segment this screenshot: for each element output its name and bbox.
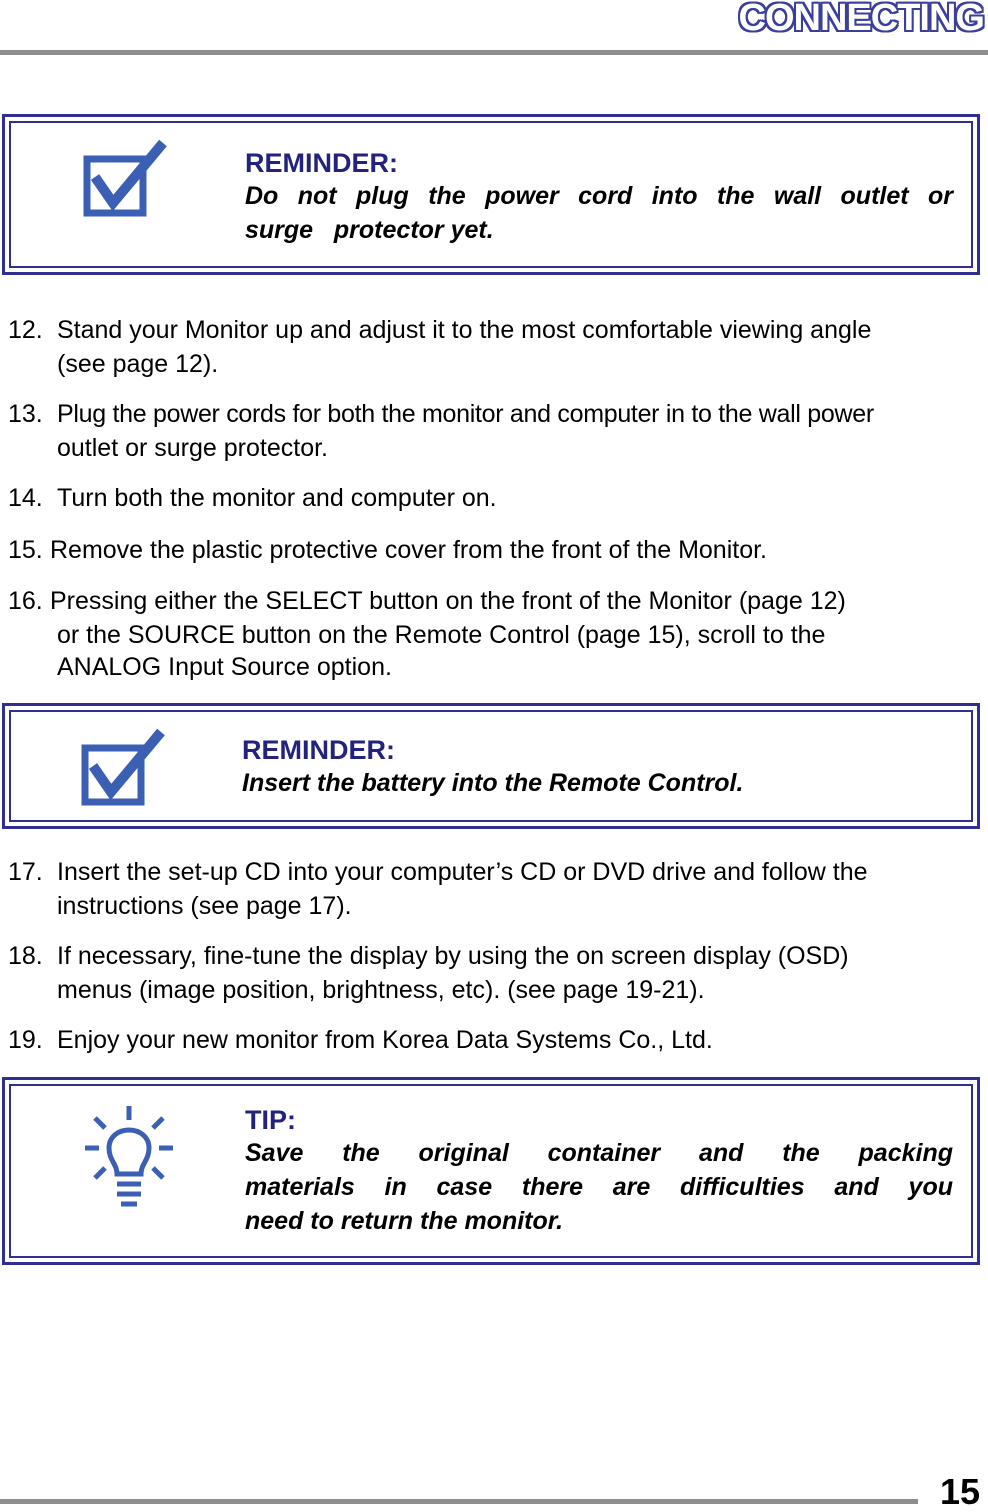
step-text: Plug the power cords for both the monitor and computer in to the wall power bbox=[57, 400, 874, 428]
step-text: Turn both the monitor and computer on. bbox=[57, 484, 497, 512]
step-text: ANALOG Input Source option. bbox=[57, 653, 392, 681]
tip-text bbox=[245, 1104, 953, 1238]
step-number: 16. bbox=[8, 587, 43, 615]
step-number: 18. bbox=[8, 942, 43, 970]
step-text: If necessary, fine-tune the display by using the on screen display (OSD) bbox=[57, 942, 849, 970]
tip-body-line-3: need to return the monitor. bbox=[245, 1207, 564, 1235]
reminder-body: Insert the battery into the Remote Control. bbox=[242, 769, 744, 797]
reminder-box-inner bbox=[9, 121, 973, 268]
reminder-body-line-2: surge protector yet. bbox=[245, 216, 494, 244]
reminder-text bbox=[242, 734, 953, 800]
step-text: outlet or surge protector. bbox=[57, 434, 328, 462]
reminder-text bbox=[245, 147, 953, 247]
step-text: instructions (see page 17). bbox=[57, 892, 352, 920]
lightbulb-icon bbox=[79, 1104, 179, 1214]
page-number: 15 bbox=[939, 1471, 980, 1512]
section-title: CONNECTING bbox=[738, 0, 984, 39]
reminder-body-line-1: Do not plug the power cord into the wall outlet or bbox=[245, 182, 953, 210]
step-text: Insert the set-up CD into your computer’s CD or DVD drive and follow the bbox=[57, 858, 868, 886]
tip-body-line-1: Save the original container and the packing bbox=[245, 1139, 953, 1167]
step-text: Pressing either the SELECT button on the front of the Monitor (page 12) bbox=[50, 587, 846, 615]
footer-divider bbox=[0, 1499, 918, 1504]
tip-box-inner bbox=[9, 1084, 973, 1258]
checkbox-icon bbox=[81, 137, 171, 221]
reminder-box-battery bbox=[2, 703, 980, 829]
step-number: 19. bbox=[8, 1026, 43, 1054]
step-text: Enjoy your new monitor from Korea Data Systems Co., Ltd. bbox=[57, 1026, 713, 1054]
checkbox-icon bbox=[79, 726, 169, 810]
step-text: or the SOURCE button on the Remote Control (page 15), scroll to the bbox=[57, 621, 826, 649]
tip-heading: TIP: bbox=[245, 1105, 296, 1135]
tip-box bbox=[2, 1077, 980, 1265]
step-number: 15. bbox=[8, 536, 43, 564]
tip-body-line-2: materials in case there are difficulties and you bbox=[245, 1173, 953, 1201]
header-divider bbox=[0, 50, 988, 55]
step-number: 13. bbox=[8, 400, 43, 428]
reminder-box-power bbox=[2, 114, 980, 275]
reminder-heading: REMINDER: bbox=[242, 735, 395, 765]
reminder-box-inner bbox=[9, 710, 973, 822]
step-text: Remove the plastic protective cover from the front of the Monitor. bbox=[50, 536, 767, 564]
step-number: 14. bbox=[8, 484, 43, 512]
step-number: 12. bbox=[8, 316, 43, 344]
step-text: menus (image position, brightness, etc). (see page 19-21). bbox=[57, 976, 705, 1004]
reminder-heading: REMINDER: bbox=[245, 148, 398, 178]
step-text: (see page 12). bbox=[57, 350, 219, 378]
step-number: 17. bbox=[8, 858, 43, 886]
step-text: Stand your Monitor up and adjust it to the most comfortable viewing angle bbox=[57, 316, 872, 344]
